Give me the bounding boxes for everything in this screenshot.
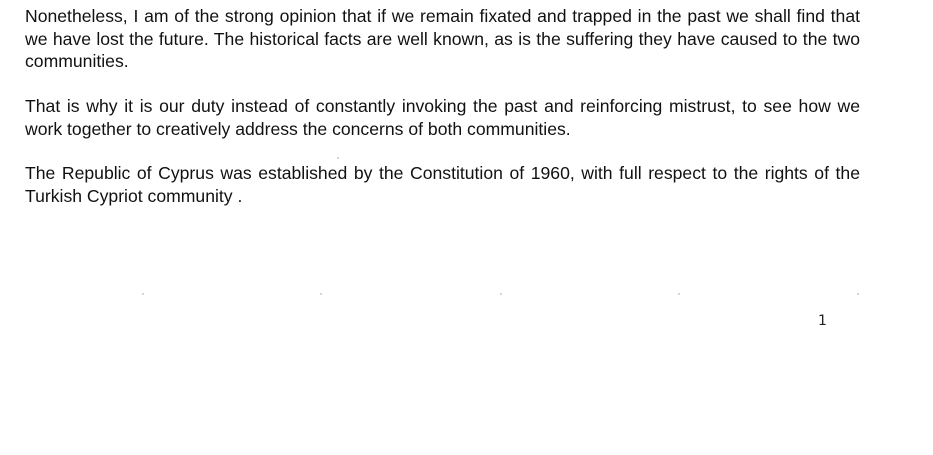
paragraph-duty-work-together: That is why it is our duty instead of constantly invoking the past and reinforcing mistrust, to see how we work together to creatively address the concerns of both communities. (25, 96, 860, 139)
scan-speck (857, 293, 859, 295)
page-number: 1 (818, 313, 827, 329)
scan-speck (500, 293, 502, 295)
paragraph-republic-of-cyprus: The Republic of Cyprus was established by the Constitution of 1960, with full respect to the rights of the Turkish Cypriot community . (25, 163, 860, 206)
scan-speck (320, 293, 322, 295)
paragraph-fixated-past: Nonetheless, I am of the strong opinion that if we remain fixated and trapped in the past we shall find that we have lost the future. The historical facts are well known, as is the suffering they have caused to the two communities. (25, 6, 860, 71)
scan-speck (142, 293, 144, 295)
scan-speck (337, 157, 339, 159)
scan-speck (678, 293, 680, 295)
